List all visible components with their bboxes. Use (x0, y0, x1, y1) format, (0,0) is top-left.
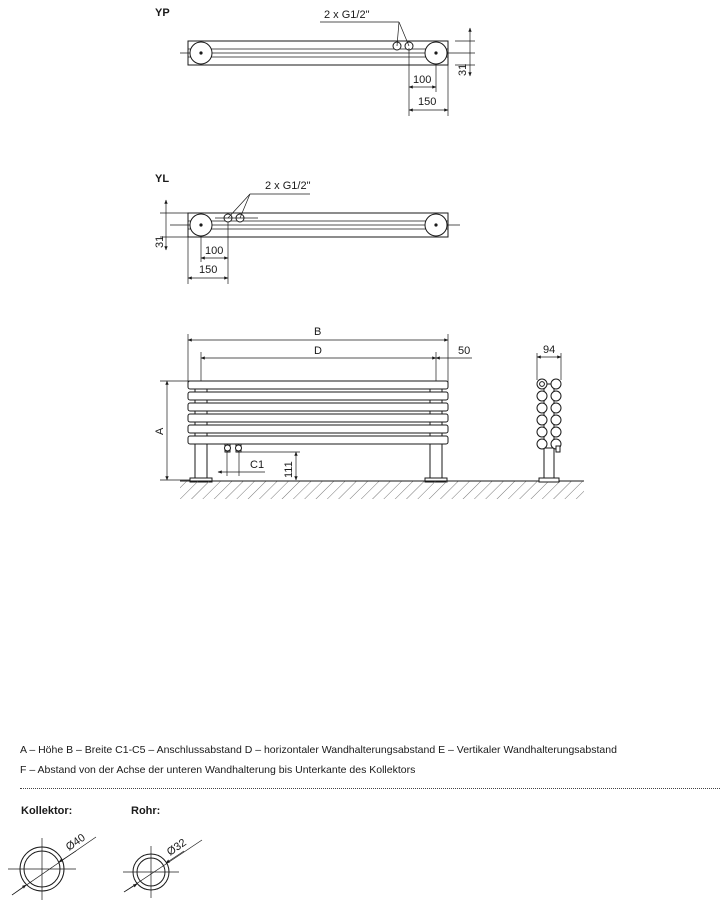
yp-dim-100: 100 (413, 74, 432, 86)
front-dim-height: A (154, 427, 166, 435)
front-dim-offset: 50 (458, 345, 471, 357)
floor-hatching (180, 481, 584, 499)
kollektor-section (8, 832, 96, 900)
rohr-diameter: Ø32 (164, 836, 189, 859)
legend-line-1: A – Höhe B – Breite C1-C5 – Anschlussabstand D – horizontaler Wandhalterungsabstand E – Vertikaler Wandhalterungsabstand (20, 744, 617, 756)
tube (188, 381, 448, 389)
kollektor-title: Kollektor: (21, 805, 73, 817)
front-dim-width: B (314, 326, 322, 338)
tube (188, 425, 448, 433)
dotted-separator (20, 788, 720, 789)
yl-connection-label: 2 x G1/2" (265, 180, 311, 192)
yl-dim-150: 150 (199, 264, 218, 276)
yp-dim-150: 150 (418, 96, 437, 108)
kollektor-diameter: Ø40 (63, 831, 88, 854)
rohr-title: Rohr: (131, 805, 161, 817)
legend-line-2: F – Abstand von der Achse der unteren Wandhalterung bis Unterkante des Kollektors (20, 764, 416, 776)
side-view (537, 344, 561, 482)
yl-dim-height: 31 (154, 235, 166, 248)
front-tubes (188, 381, 448, 444)
front-dim-connection-spacing: C1 (250, 459, 265, 471)
front-dim-mount-distance: D (314, 345, 322, 357)
yl-dim-100: 100 (205, 245, 224, 257)
tube (188, 392, 448, 400)
yp-view (155, 7, 475, 116)
rohr-section (123, 837, 202, 898)
side-dim-depth: 94 (543, 344, 556, 356)
yl-title: YL (155, 173, 170, 185)
yp-title: YP (155, 7, 170, 19)
tube (188, 414, 448, 422)
front-view (154, 326, 584, 499)
yp-connection-label: 2 x G1/2" (324, 9, 370, 21)
yp-dim-height: 31 (457, 63, 469, 76)
tube (188, 436, 448, 444)
tube (188, 403, 448, 411)
yl-view (154, 173, 460, 284)
front-dim-bottom-height: 111 (283, 461, 295, 478)
side-post (544, 446, 554, 480)
